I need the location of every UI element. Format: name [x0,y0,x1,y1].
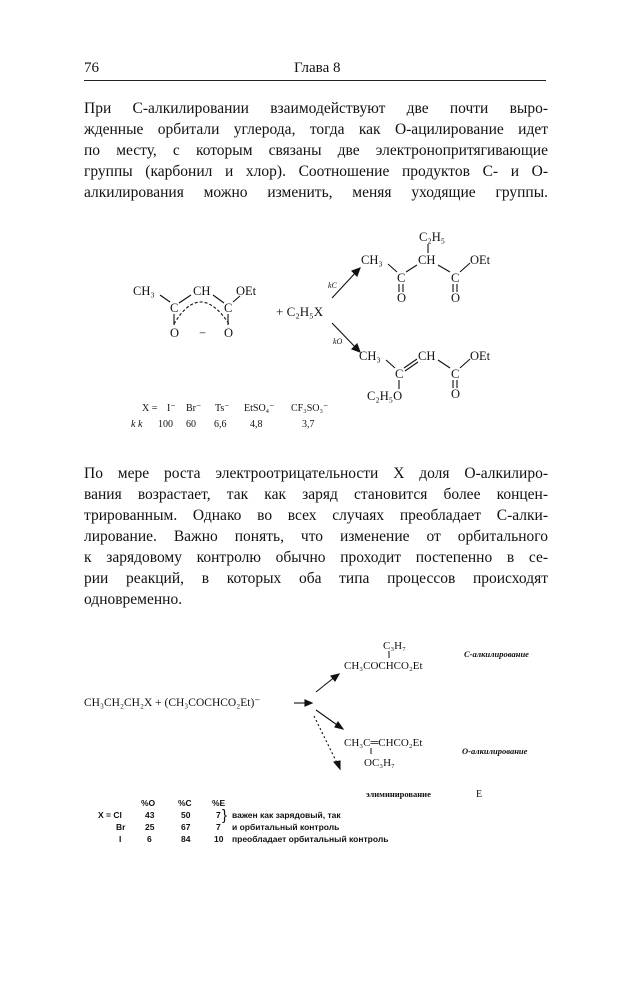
rate-kc: kC [328,281,337,290]
text-line: лирование. Важно понять, что изменение от орбитального [84,528,548,545]
ratio-value: 6,6 [214,419,227,430]
reactant-minus: − [199,326,207,340]
text-line: При С-алкилировании взаимодействуют две почти выро- [84,100,548,117]
table-header: %C [178,798,192,808]
ratio-value: 3,7 [302,419,315,430]
text-line: алкилирования можно изменить, меняя уходящие группы. [84,184,548,201]
label-elimination-code: E [476,789,483,800]
product-c-ch: CH [418,253,436,267]
product-c-ethyl: C₂H₅ [419,230,446,244]
product-o-o: O [451,387,461,401]
reaction-scheme-2 [0,630,620,800]
text-line: по месту, с которым связаны две электронопритягивающие [84,142,548,159]
text-line: жденные орбитали углерода, тогда как О-ацилирование идет [84,121,548,138]
product-o-formula: CH₃C═CHCO₂Et [344,737,423,749]
product-ratio-table [0,798,620,858]
leaving-group: I⁻ [167,403,176,414]
leaving-row-label: X = [142,403,158,414]
chapter-title: Глава 8 [294,60,341,76]
product-c-formula: CH₃COCHCO₂Et [344,660,423,672]
reactant-c2: C [224,301,233,315]
table-note: и орбитальный контроль [232,822,340,832]
scheme2-arrows [294,674,343,769]
table-cell-c: 50 [181,810,191,820]
page-number: 76 [84,60,99,76]
brace-glyph: } [222,807,228,824]
reactant-o1: O [170,326,180,340]
scheme2-reactants: CH₃CH₂CH₂X + (CH₃COCHCO₂Et)⁻ [84,697,261,709]
product-c-c2: C [451,271,460,285]
table-cell-o: 6 [147,834,152,844]
reagent-c2h5x: + C₂H₅X [276,304,324,319]
text-line: к зарядовому контролю обычно проходит постепенно в се- [84,549,548,566]
table-cell-c: 84 [181,834,191,844]
table-cell-c: 67 [181,822,191,832]
reaction-scheme-1 [0,220,620,440]
paragraph-1 [84,98,548,203]
table-cell-o: 43 [145,810,155,820]
product-c-oet: OEt [470,253,491,267]
rate-ko: kO [333,337,343,346]
label-elimination: элиминирование [366,789,431,799]
reactant-c1: C [170,301,179,315]
leaving-group: Br⁻ [186,403,202,414]
product-c-substituent: C₃H₇ [383,640,406,652]
table-cell-e: 7 [216,822,221,832]
reactant-o2: O [224,326,234,340]
table-cell-o: 25 [145,822,155,832]
table-note: преобладает орбитальный контроль [232,834,389,844]
table-note: важен как зарядовый, так [232,810,341,820]
reactant-ch3: CH₃ [133,284,155,298]
product-c-c1: C [397,271,406,285]
page-header [84,58,546,81]
product-o-ch3: CH₃ [359,349,381,363]
text-line: группы (карбонил и хлор). Соотношение продуктов С- и О- [84,163,548,180]
ratio-value: 100 [158,419,173,430]
reactant-ch: CH [193,284,211,298]
leaving-group: Ts⁻ [215,403,230,414]
table-cell-x: I [119,834,122,844]
product-c-o1: O [397,291,407,305]
label-c-alkylation: С-алкилирование [464,649,529,659]
text-line: вания возрастает, так как заряд становится более концен- [84,486,548,503]
ratio-value: 4,8 [250,419,263,430]
table-cell-e: 10 [214,834,224,844]
leaving-group: EtSO₄⁻ [244,403,275,414]
leaving-group: CF₃SO₃⁻ [291,403,329,414]
product-c-o2: O [451,291,461,305]
reactant-oet: OEt [236,284,257,298]
product-o-c2: C [451,367,460,381]
product-o-oethyl: C₂H₅O [367,389,403,403]
table-header: %E [212,798,226,808]
product-c-ch3: CH₃ [361,253,383,267]
table-cell-x: X = Cl [98,810,122,820]
ratio-row-label: k k [131,419,143,430]
product-o-ch: CH [418,349,436,363]
product-o-c1: C [395,367,404,381]
product-o-oet: OEt [470,349,491,363]
text-line: По мере роста электроотрицательности X доля О-алкилиро- [84,465,548,482]
paragraph-2 [84,463,548,610]
text-line: трированным. Однако во всех случаях преобладает С-алки- [84,507,548,524]
label-o-alkylation: О-алкилирование [462,746,528,756]
table-cell-e: 7 [216,810,221,820]
table-header: %O [141,798,156,808]
table-cell-x: Br [116,822,126,832]
product-o-substituent: OC₃H₇ [364,757,395,769]
text-line: рии реакций, в которых оба типа процессов происходят [84,570,548,587]
text-line: одновременно. [84,591,183,608]
ratio-value: 60 [186,419,196,430]
